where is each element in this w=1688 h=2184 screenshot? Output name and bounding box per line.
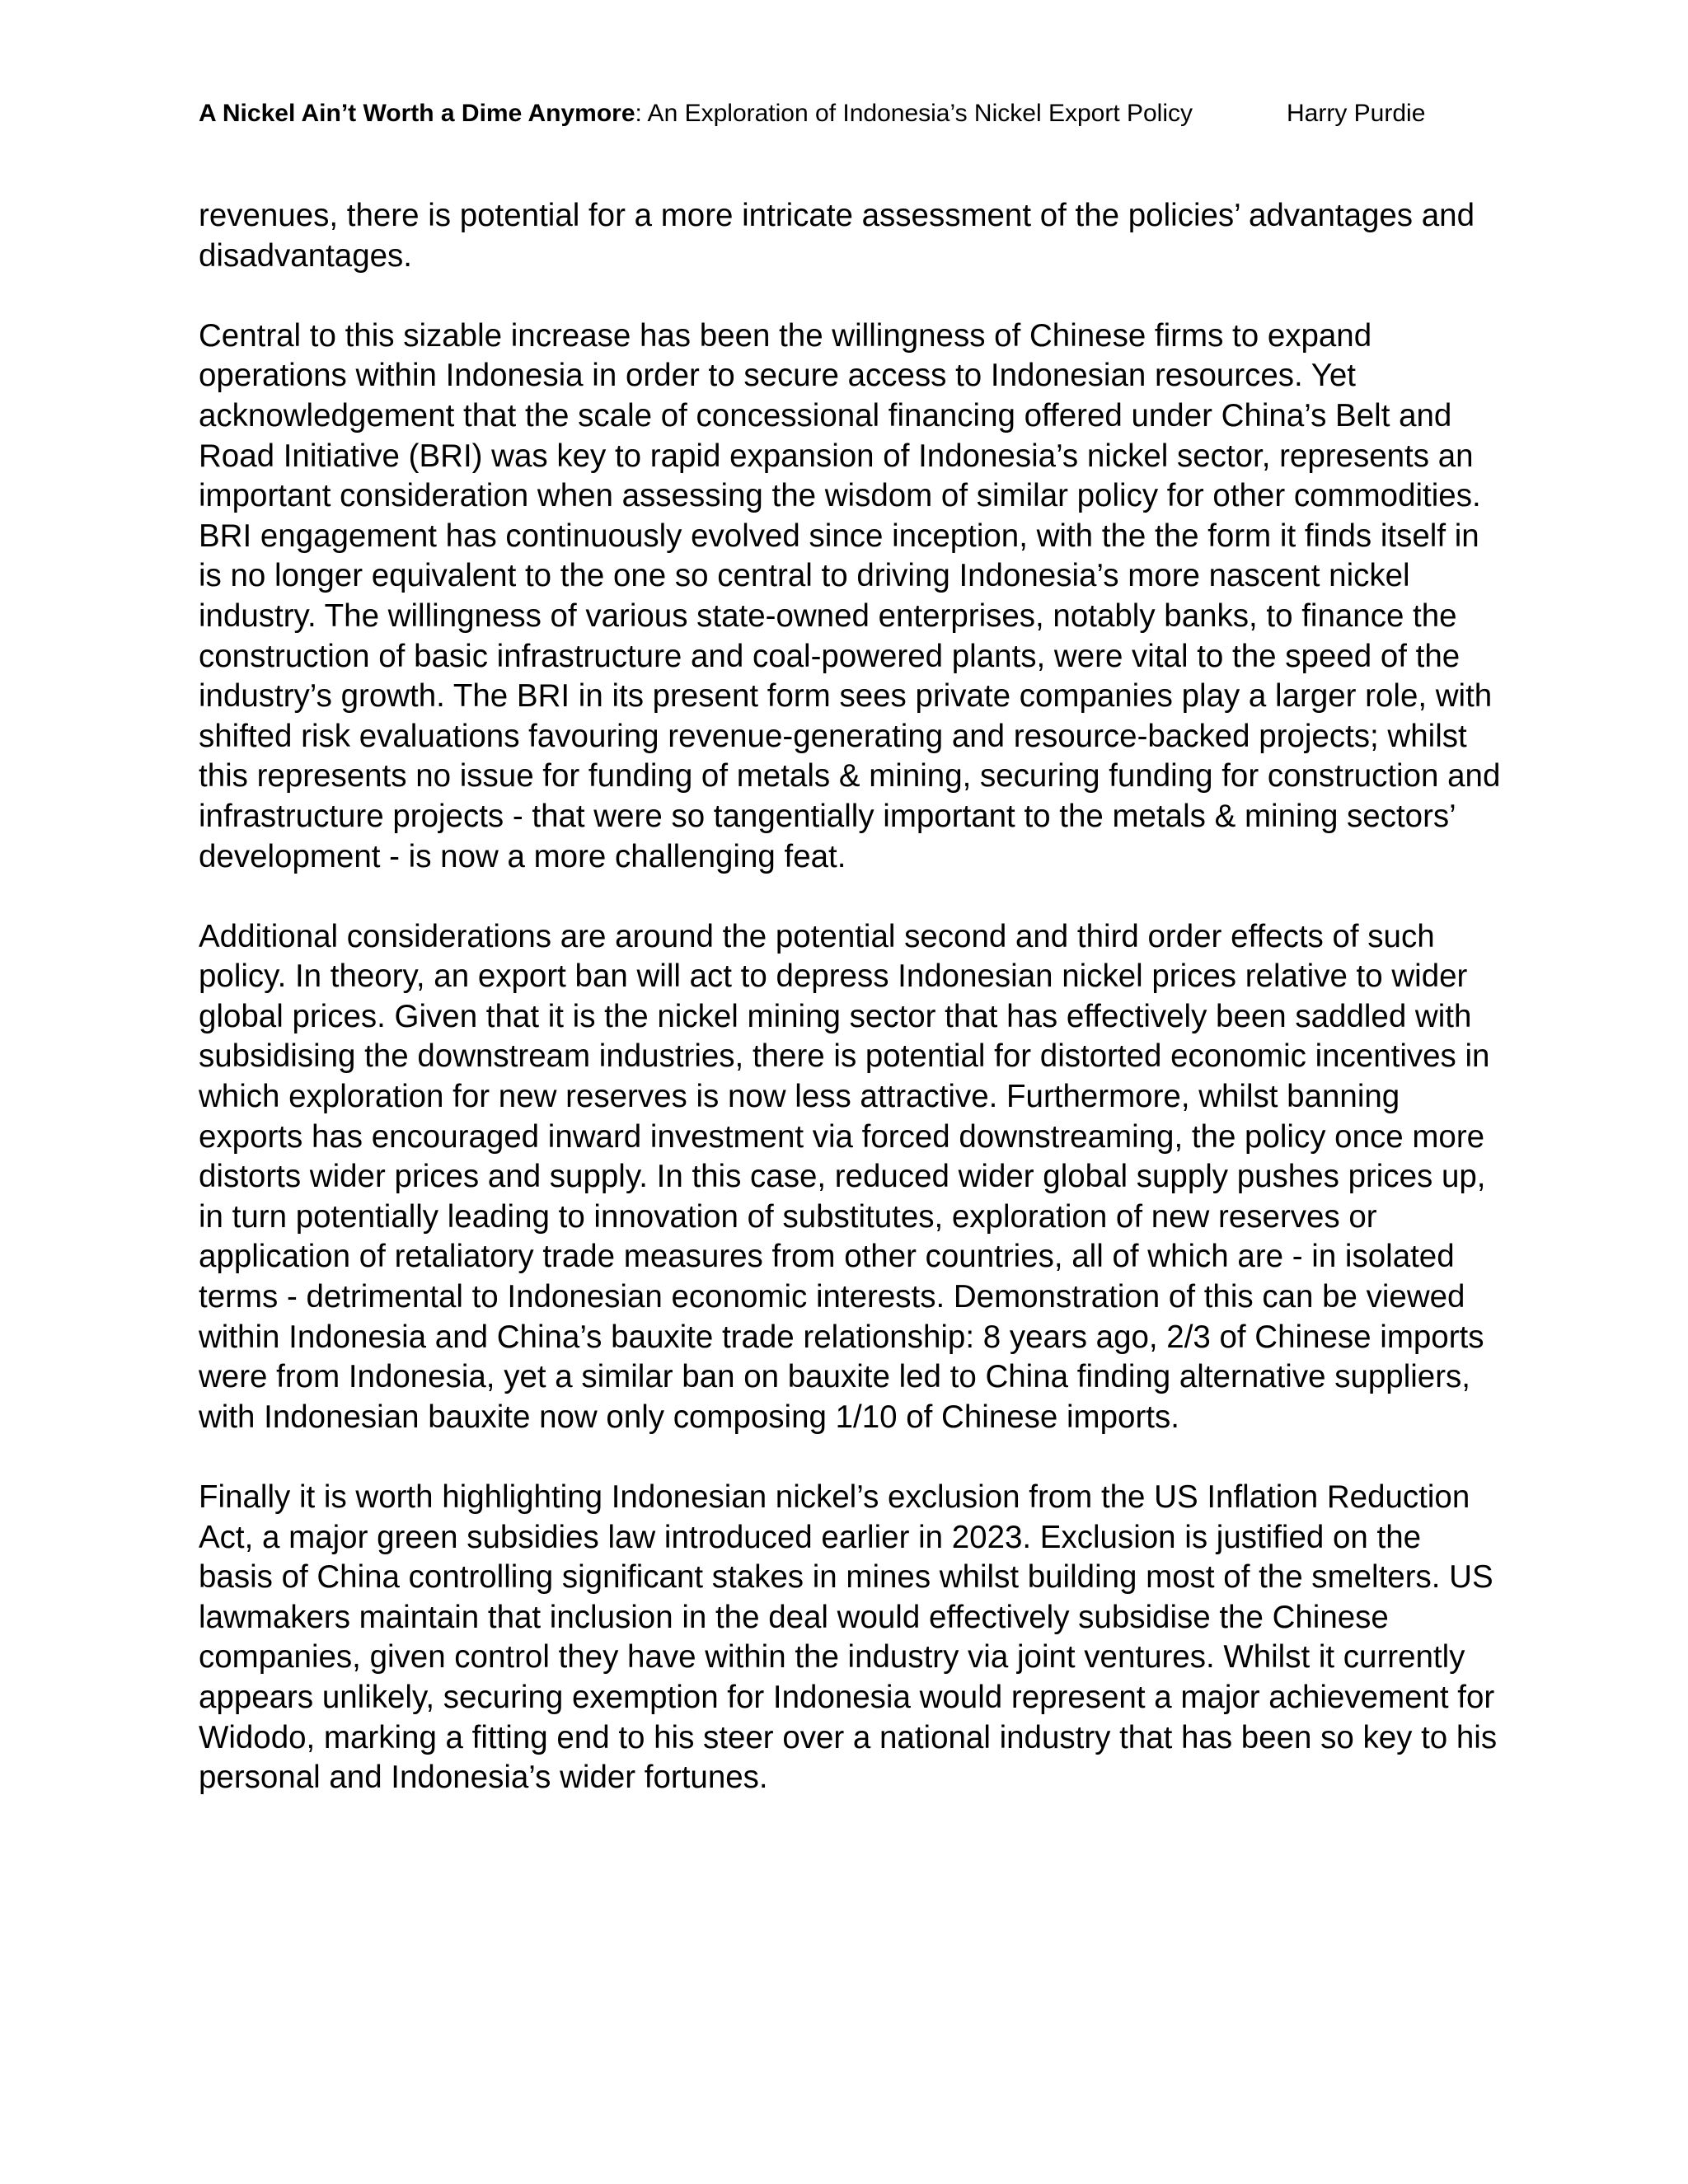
paragraph-4: Finally it is worth highlighting Indonesian nickel’s exclusion from the US Inflation Reduction Act, a major green subsidies law introduced earlier in 2023. Exclusion is justified on the basis of China controlling significant stakes in mines whilst building most of the smelters. US lawmakers maintain that inclusion in the deal would effectively subsidise the Chinese companies, given control they have within the industry via joint ventures. Whilst it currently appears unlikely, securing exemption for Indonesia would represent a major achievement for Widodo, marking a fitting end to his steer over a national industry that has been so key to his personal and Indonesia’s wider fortunes. [199,1479,1498,1796]
document-title-bold: A Nickel Ain’t Worth a Dime Anymore [199,100,635,127]
paragraph-3: Additional considerations are around the potential second and third order effects of such policy. In theory, an export ban will act to depress Indonesian nickel prices relative to wider global prices. Given that it is the nickel mining sector that has effectively been saddled with subsidising the downstream industries, there is potential for distorted economic incentives in which exploration for new reserves is now less attractive. Furthermore, whilst banning exports has encouraged inward investment via forced downstreaming, the policy once more distorts wider prices and supply. In this case, reduced wider global supply pushes prices up, in turn potentially leading to innovation of substitutes, exploration of new reserves or application of retaliatory trade measures from other countries, all of which are - in isolated terms - detrimental to Indonesian economic interests. Demonstration of this can be viewed within Indonesia and China’s bauxite trade relationship: 8 years ago, 2/3 of Chinese imports were from Indonesia, yet a similar ban on bauxite led to China finding alternative suppliers, with Indonesian bauxite now only composing 1/10 of Chinese imports. [199,918,1490,1435]
paragraph-2: Central to this sizable increase has been the willingness of Chinese firms to expand operations within Indonesia in order to secure access to Indonesian resources. Yet acknowledgement that the scale of concessional financing offered under China’s Belt and Road Initiative (BRI) was key to rapid expansion of Indonesia’s nickel sector, represents an important consideration when assessing the wisdom of similar policy for other commodities. BRI engagement has continuously evolved since inception, with the the form it finds itself in is no longer equivalent to the one so central to driving Indonesia’s more nascent nickel industry. The willingness of various state-owned enterprises, notably banks, to finance the construction of basic infrastructure and coal-powered plants, were vital to the speed of the industry’s growth. The BRI in its present form sees private companies play a larger role, with shifted risk evaluations favouring revenue-generating and resource-backed projects; whilst this represents no issue for funding of metals & mining, securing funding for construction and infrastructure projects - that were so tangentially important to the metals & mining sectors’ development - is now a more challenging feat. [199,317,1501,874]
document-body [199,196,1501,1838]
paragraph-1: revenues, there is potential for a more intricate assessment of the policies’ advantages and disadvantages. [199,198,1475,274]
page-header [199,97,1493,130]
document-title [199,100,1193,127]
author-name: Harry Purdie [1287,100,1426,127]
document-title-subtitle: : An Exploration of Indonesia’s Nickel Export Policy [635,100,1193,127]
